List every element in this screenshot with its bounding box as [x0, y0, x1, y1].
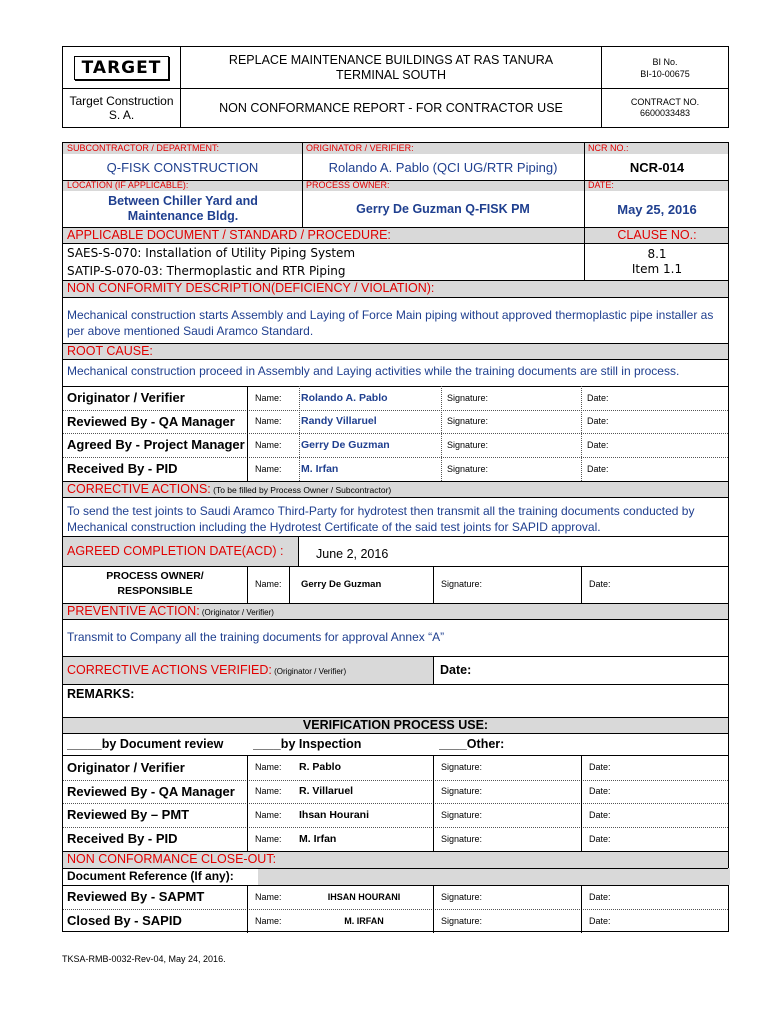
subcontractor-value: Q-FISK CONSTRUCTION	[106, 160, 259, 175]
approval-row-1-name-label: Name:	[255, 393, 282, 403]
verification-row-1-date-label: Date:	[589, 762, 611, 772]
location-value: Between Chiller Yard and Maintenance Bldg.	[108, 194, 258, 223]
rootcause-label: ROOT CAUSE:	[67, 344, 153, 358]
verification-row-3-signature-label: Signature:	[441, 810, 483, 820]
closeout-row-1-signature-label: Signature:	[441, 892, 483, 902]
contract-label: CONTRACT NO.	[630, 97, 700, 107]
nonconformity-text: Mechanical construction starts Assembly and Laying of Force Main piping without approved thermoplastic pipe installer as per above mentioned Saudi Aramco Standard.	[67, 308, 714, 338]
approval-row-4-date-label: Date:	[587, 464, 609, 474]
verification-title: VERIFICATION PROCESS USE:	[302, 718, 489, 732]
corrective-header	[67, 481, 687, 497]
verification-option-other[interactable]: ____Other:	[439, 737, 505, 751]
preventive-header	[67, 603, 687, 619]
closeout-row-1-name-value: IHSAN HOURANI	[327, 892, 401, 902]
verification-row-4-name-value: M. Irfan	[299, 833, 337, 845]
logo-cell	[63, 47, 181, 89]
verification-row-2-role: Reviewed By - QA Manager	[67, 784, 235, 799]
bi-value: BI-10-00675	[640, 68, 690, 79]
approval-row-3-name-label: Name:	[255, 440, 282, 450]
process-owner-signature-label: Signature:	[441, 579, 483, 589]
preventive-label: PREVENTIVE ACTION:	[67, 604, 200, 618]
report-title: NON CONFORMANCE REPORT - FOR CONTRACTOR USE	[181, 89, 602, 127]
project-title: REPLACE MAINTENANCE BUILDINGS AT RAS TANURA TERMINAL SOUTH	[181, 47, 602, 89]
closeout-row-1-date-label: Date:	[589, 892, 611, 902]
location-label: LOCATION (IF APPLICABLE):	[67, 180, 189, 190]
approval-row-2-name-value: Randy Villaruel	[301, 415, 377, 427]
verified-date-label: Date:	[440, 663, 472, 677]
originator-value: Rolando A. Pablo (QCI UG/RTR Piping)	[328, 160, 558, 175]
approval-row-4-signature-label: Signature:	[447, 464, 489, 474]
closeout-row-2-role: Closed By - SAPID	[67, 913, 182, 928]
ncr-form	[62, 142, 729, 932]
remarks-label: REMARKS:	[67, 687, 135, 701]
approval-row-1-name-value: Rolando A. Pablo	[301, 392, 388, 404]
verification-row-3-date-label: Date:	[589, 810, 611, 820]
contract-cell	[602, 89, 728, 127]
date-label: DATE:	[588, 180, 614, 190]
verification-row-4-date-label: Date:	[589, 834, 611, 844]
process-owner-name-label: Name:	[255, 579, 282, 589]
owner-value: Gerry De Guzman Q-FISK PM	[356, 202, 530, 216]
originator-label: ORIGINATOR / VERIFIER:	[306, 143, 414, 153]
verification-row-4-name-label: Name:	[255, 834, 282, 844]
verification-row-3-name-value: Ihsan Hourani	[299, 809, 370, 821]
closeout-row-2-date-label: Date:	[589, 916, 611, 926]
date-value: May 25, 2016	[617, 202, 697, 217]
approval-row-1-signature-label: Signature:	[447, 393, 489, 403]
verified-header	[67, 656, 431, 684]
nonconformity-label: NON CONFORMITY DESCRIPTION(DEFICIENCY / VIOLATION):	[67, 281, 435, 295]
owner-label: PROCESS OWNER:	[306, 180, 390, 190]
applicable-label: APPLICABLE DOCUMENT / STANDARD / PROCEDURE:	[67, 228, 391, 242]
approval-row-1-role: Originator / Verifier	[67, 390, 185, 405]
verification-row-1-name-label: Name:	[255, 762, 282, 772]
preventive-text: Transmit to Company all the training documents for approval Annex “A”	[67, 630, 445, 644]
verification-row-1-name-value: R. Pablo	[299, 761, 342, 773]
acd-label: AGREED COMPLETION DATE(ACD) :	[67, 544, 284, 558]
ncr-value: NCR-014	[629, 160, 685, 175]
preventive-note: (Originator / Verifier)	[199, 608, 274, 617]
applicable-doc-2: SATIP-S-070-03: Thermoplastic and RTR Piping	[67, 264, 346, 278]
verified-note: (Originator / Verifier)	[271, 667, 347, 676]
verification-option-inspection[interactable]: ____by Inspection	[253, 737, 362, 751]
verified-label: CORRECTIVE ACTIONS VERIFIED:	[67, 663, 272, 677]
approval-row-4-role: Received By - PID	[67, 461, 178, 476]
approval-row-4-name-value: M. Irfan	[301, 463, 339, 475]
clause-2: Item 1.1	[631, 262, 683, 276]
approval-row-3-name-value: Gerry De Guzman	[301, 439, 390, 451]
verification-row-4-signature-label: Signature:	[441, 834, 483, 844]
approval-row-3-date-label: Date:	[587, 440, 609, 450]
corrective-label: CORRECTIVE ACTIONS:	[67, 482, 211, 496]
process-owner-name: Gerry De Guzman	[301, 579, 382, 590]
footer-revision: TKSA-RMB-0032-Rev-04, May 24, 2016.	[62, 954, 226, 964]
clause-label: CLAUSE NO.:	[617, 228, 697, 242]
verification-row-1-signature-label: Signature:	[441, 762, 483, 772]
acd-value: June 2, 2016	[316, 547, 389, 561]
document-reference-label: Document Reference (If any):	[67, 869, 234, 883]
corrective-note: (To be filled by Process Owner / Subcontractor)	[210, 485, 392, 495]
closeout-row-2-name-label: Name:	[255, 916, 282, 926]
approval-row-2-signature-label: Signature:	[447, 416, 489, 426]
verification-row-1-role: Originator / Verifier	[67, 760, 185, 775]
closeout-label: NON CONFORMANCE CLOSE-OUT:	[67, 852, 277, 866]
verification-row-3-name-label: Name:	[255, 810, 282, 820]
closeout-row-1-name-label: Name:	[255, 892, 282, 902]
verification-row-2-date-label: Date:	[589, 786, 611, 796]
verification-row-2-signature-label: Signature:	[441, 786, 483, 796]
approval-row-3-role: Agreed By - Project Manager	[67, 437, 245, 452]
contract-value: 6600033483	[639, 108, 691, 118]
process-owner-role	[63, 569, 247, 601]
corrective-text: To send the test joints to Saudi Aramco Third-Party for hydrotest then transmit all the training documents conducted by Mechanical construction including the Hydrotest Certificate of the said test joints for SAPID approval.	[67, 504, 695, 534]
company-name: Target Construction S. A.	[63, 89, 181, 127]
docref-value-bg	[258, 868, 730, 885]
process-owner-date-label: Date:	[589, 579, 611, 589]
ncr-label: NCR NO.:	[588, 143, 629, 153]
closeout-row-1-role: Reviewed By - SAPMT	[67, 889, 205, 904]
bi-cell	[602, 47, 728, 89]
process-owner-role-line1: PROCESS OWNER/	[106, 570, 204, 582]
verification-option-document[interactable]: _____by Document review	[67, 737, 224, 751]
clause-1: 8.1	[647, 247, 667, 261]
approval-row-2-role: Reviewed By - QA Manager	[67, 414, 235, 429]
verification-row-2-name-label: Name:	[255, 786, 282, 796]
approval-row-1-date-label: Date:	[587, 393, 609, 403]
header-table	[62, 46, 729, 128]
verification-row-3-role: Reviewed By – PMT	[67, 807, 190, 822]
closeout-row-2-signature-label: Signature:	[441, 916, 483, 926]
process-owner-role-line2: RESPONSIBLE	[117, 585, 193, 597]
bi-label: BI No.	[652, 56, 678, 67]
applicable-doc-1: SAES-S-070: Installation of Utility Piping System	[67, 246, 356, 260]
rootcause-text: Mechanical construction proceed in Assembly and Laying activities while the training documents are still in process.	[67, 364, 680, 378]
verification-row-4-role: Received By - PID	[67, 831, 178, 846]
company-logo: TARGET	[74, 56, 170, 80]
approval-row-2-name-label: Name:	[255, 416, 282, 426]
closeout-row-2-name-value: M. IRFAN	[344, 916, 384, 926]
approval-row-4-name-label: Name:	[255, 464, 282, 474]
approval-row-2-date-label: Date:	[587, 416, 609, 426]
verification-row-2-name-value: R. Villaruel	[299, 785, 354, 797]
subcontractor-label: SUBCONTRACTOR / DEPARTMENT:	[67, 143, 220, 153]
approval-row-3-signature-label: Signature:	[447, 440, 489, 450]
